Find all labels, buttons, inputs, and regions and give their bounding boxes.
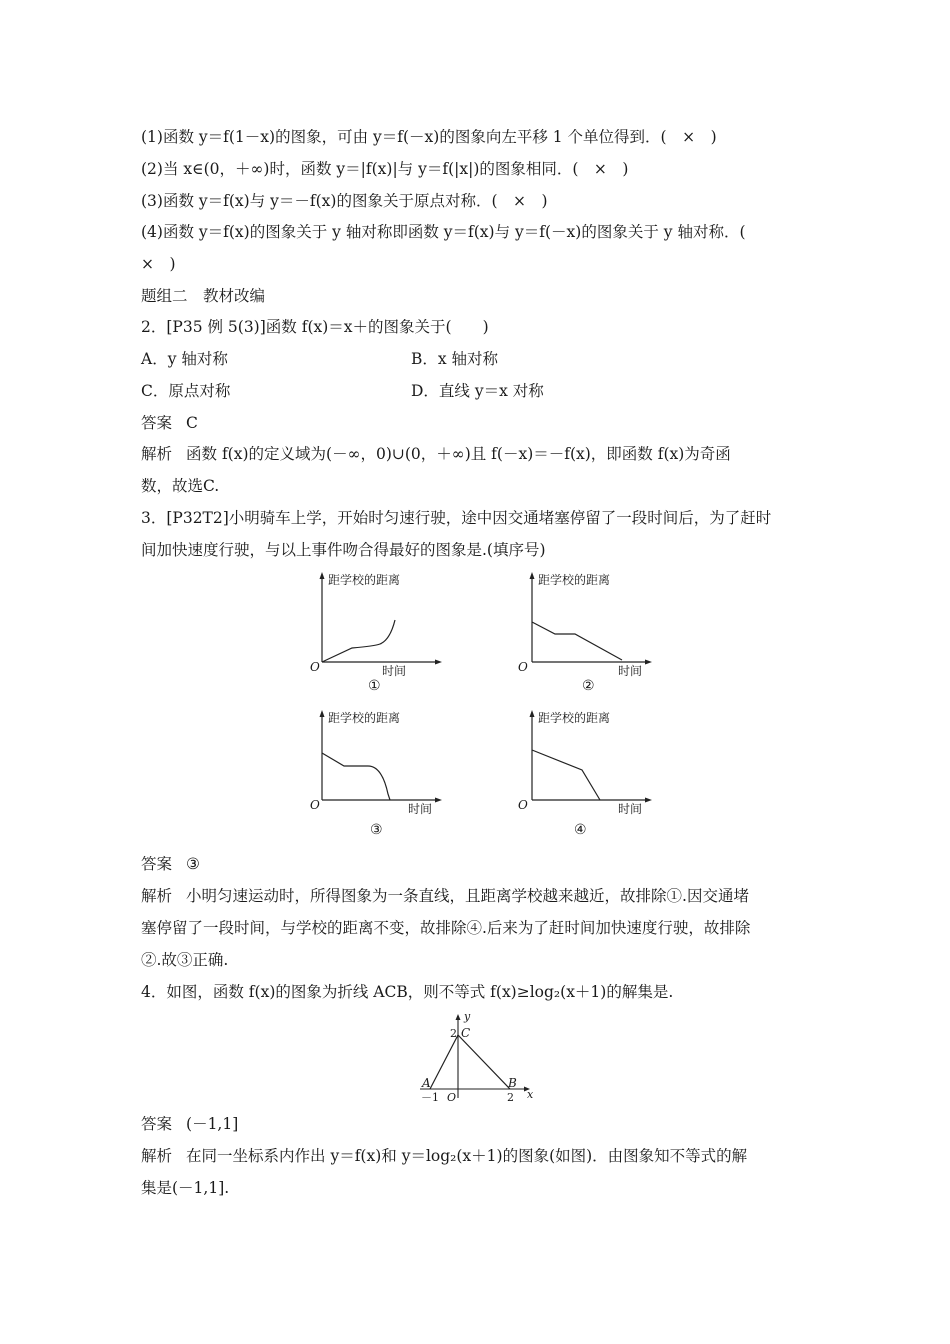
q2-analysis-cont: 数，故选C.	[141, 477, 220, 495]
q2-option-b: B．x 轴对称	[411, 350, 499, 368]
graph-2-origin: O	[518, 660, 528, 674]
graph-4	[510, 706, 660, 818]
tick-x-2: 2	[507, 1091, 514, 1104]
q3-stem-cont: 间加快速度行驶，与以上事件吻合得最好的图象是.(填序号)	[141, 541, 546, 559]
judge-item-3: (3)函数 y＝f(x)与 y＝－f(x)的图象关于原点对称．( × )	[141, 192, 548, 210]
q2-stem: 2．[P35 例 5(3)]函数 f(x)＝x＋的图象关于( )	[141, 318, 489, 336]
analysis-text: 小明匀速运动时，所得图象为一条直线，且距离学校越来越近，故排除①.因交通堵	[186, 887, 749, 905]
q3-analysis	[141, 886, 749, 906]
q2-option-d: D．直线 y＝x 对称	[411, 382, 544, 400]
q2-analysis	[141, 444, 731, 464]
answer-label: 答案	[141, 855, 173, 873]
analysis-label: 解析	[141, 445, 173, 463]
answer-value: (－1,1]	[186, 1115, 239, 1133]
graph-1	[300, 568, 450, 680]
analysis-text: 在同一坐标系内作出 y＝f(x)和 y＝log₂(x＋1)的图象(如图)．由图象知不等式的解	[186, 1147, 748, 1165]
judge-item-4: (4)函数 y＝f(x)的图象关于 y 轴对称即函数 y＝f(x)与 y＝f(－x)的图象关于 y 轴对称．(	[141, 223, 746, 241]
graph-2-ylabel: 距学校的距离	[538, 573, 611, 587]
graph-3-ylabel: 距学校的距离	[328, 711, 401, 725]
y-axis-label: y	[464, 1010, 471, 1023]
graph-4-ylabel: 距学校的距离	[538, 711, 611, 725]
graph-1-origin: O	[310, 660, 320, 674]
q3-answer	[141, 854, 200, 874]
answer-label: 答案	[141, 414, 173, 432]
judge-item-2: (2)当 x∈(0，＋∞)时，函数 y＝|f(x)|与 y＝f(|x|)的图象相同．( × )	[141, 160, 629, 178]
analysis-text: 函数 f(x)的定义域为(－∞，0)∪(0，＋∞)且 f(－x)＝－f(x)，即函数 f(x)为奇函	[186, 445, 731, 463]
q3-analysis-cont-1: 塞停留了一段时间，与学校的距离不变，故排除④.后来为了赶时间加快速度行驶，故排除	[141, 919, 751, 937]
judge-item-1: (1)函数 y＝f(1－x)的图象，可由 y＝f(－x)的图象向左平移 1 个单位得到．( × )	[141, 128, 717, 146]
analysis-label: 解析	[141, 1147, 173, 1165]
origin-label: O	[447, 1091, 457, 1104]
graph-2	[510, 568, 660, 680]
tick-x-neg1: －1	[421, 1091, 439, 1104]
graph-1-xlabel: 时间	[382, 664, 407, 678]
q4-analysis-cont: 集是(－1,1].	[141, 1179, 230, 1197]
q4-answer	[141, 1114, 238, 1134]
graph-4-xlabel: 时间	[618, 802, 643, 816]
graph-3-caption: ③	[370, 822, 383, 838]
graph-3-xlabel: 时间	[408, 802, 433, 816]
q4-figure	[412, 1008, 542, 1104]
graph-2-caption: ②	[582, 678, 595, 694]
answer-value: ③	[186, 855, 200, 873]
tick-y-2: 2	[450, 1027, 457, 1040]
judge-item-4-cont: × )	[141, 255, 176, 273]
graph-1-ylabel: 距学校的距离	[328, 573, 401, 587]
point-a-label: A	[422, 1076, 431, 1090]
q3-stem: 3．[P32T2]小明骑车上学，开始时匀速行驶，途中因交通堵塞停留了一段时间后，为了赶时	[141, 509, 772, 527]
analysis-label: 解析	[141, 887, 173, 905]
graph-3-origin: O	[310, 798, 320, 812]
graph-1-caption: ①	[368, 678, 381, 694]
q4-stem: 4．如图，函数 f(x)的图象为折线 ACB，则不等式 f(x)≥log₂(x＋1)的解集是.	[141, 983, 674, 1001]
graph-4-caption: ④	[574, 822, 587, 838]
graph-4-origin: O	[518, 798, 528, 812]
x-axis-label: x	[527, 1088, 534, 1101]
q2-answer	[141, 413, 198, 433]
q3-analysis-cont-2: ②.故③正确.	[141, 951, 229, 969]
q4-analysis	[141, 1146, 747, 1166]
q2-option-c: C．原点对称	[141, 382, 231, 400]
q2-option-a: A．y 轴对称	[141, 350, 228, 368]
point-c-label: C	[461, 1026, 471, 1040]
answer-value: C	[186, 414, 198, 432]
graph-2-xlabel: 时间	[618, 664, 643, 678]
answer-label: 答案	[141, 1115, 173, 1133]
group-title: 题组二 教材改编	[141, 287, 266, 305]
point-b-label: B	[508, 1076, 517, 1090]
graph-3	[300, 706, 450, 818]
